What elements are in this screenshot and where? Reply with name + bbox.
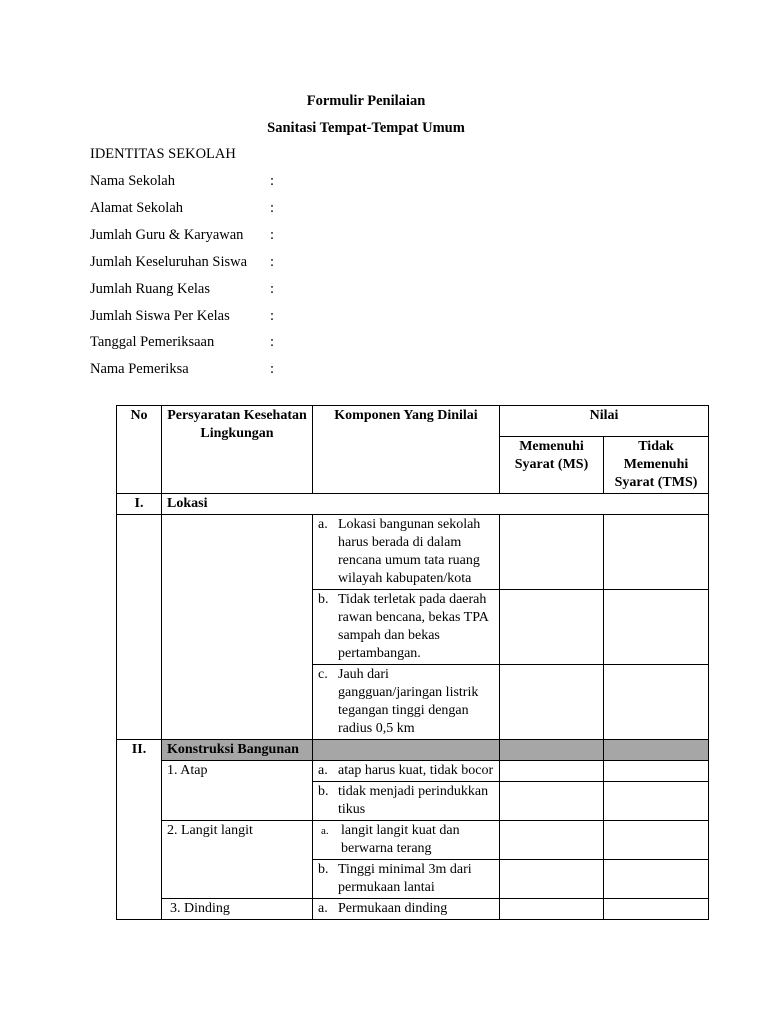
item-text: Tinggi minimal 3m dari permukaan lantai	[338, 862, 472, 895]
ms-cell[interactable]	[500, 860, 604, 899]
ms-cell[interactable]	[500, 899, 604, 920]
field-separator: :	[270, 281, 275, 297]
section-number: II.	[117, 740, 162, 920]
tms-cell[interactable]	[604, 899, 709, 920]
tms-cell[interactable]	[604, 782, 709, 821]
section-heading-identitas: IDENTITAS SEKOLAH	[90, 146, 236, 162]
subsection-label: 1. Atap	[162, 761, 313, 821]
field-tanggal-pemeriksaan	[90, 334, 274, 351]
item-text: Jauh dari gangguan/jaringan listrik tegangan tinggi dengan radius 0,5 km	[338, 667, 479, 736]
item-marker: a.	[318, 763, 328, 778]
field-alamat-sekolah	[90, 200, 274, 217]
shaded-cell	[604, 740, 709, 761]
component-item	[313, 899, 500, 920]
item-text: tidak menjadi perindukkan tikus	[338, 784, 489, 817]
ms-cell[interactable]	[500, 515, 604, 590]
header-no: No	[117, 406, 162, 494]
tms-cell[interactable]	[604, 761, 709, 782]
shaded-cell	[313, 740, 500, 761]
tms-cell[interactable]	[604, 821, 709, 860]
field-jumlah-ruang-kelas	[90, 281, 274, 298]
field-label: Tanggal Pemeriksaan	[90, 334, 215, 350]
field-siswa-per-kelas	[90, 308, 274, 325]
field-separator: :	[270, 254, 275, 270]
component-item	[313, 860, 500, 899]
field-label: Jumlah Ruang Kelas	[90, 281, 211, 297]
field-separator: :	[270, 227, 275, 243]
ms-cell[interactable]	[500, 590, 604, 665]
item-marker: b.	[318, 862, 329, 877]
section-number: I.	[117, 494, 162, 515]
ms-cell[interactable]	[500, 782, 604, 821]
header-score: Nilai	[500, 406, 709, 437]
component-item	[313, 782, 500, 821]
tms-cell[interactable]	[604, 515, 709, 590]
header-ms: Memenuhi Syarat (MS)	[500, 437, 604, 494]
empty-cell	[117, 515, 162, 740]
field-jumlah-siswa	[90, 254, 274, 271]
item-marker: b.	[318, 784, 329, 799]
field-nama-pemeriksa	[90, 361, 274, 378]
field-nama-sekolah	[90, 173, 274, 190]
section-title: Konstruksi Bangunan	[162, 740, 313, 761]
ms-cell[interactable]	[500, 761, 604, 782]
field-separator: :	[270, 334, 275, 350]
header-component: Komponen Yang Dinilai	[313, 406, 500, 494]
field-separator: :	[270, 200, 275, 216]
item-marker: a.	[318, 901, 328, 916]
component-item	[313, 821, 500, 860]
form-subtitle: Sanitasi Tempat-Tempat Umum	[267, 120, 465, 136]
item-text: langit langit kuat dan berwarna terang	[341, 823, 460, 856]
ms-cell[interactable]	[500, 665, 604, 740]
subsection-label: 3. Dinding	[162, 899, 313, 920]
field-jumlah-guru	[90, 227, 274, 244]
field-label: Jumlah Keseluruhan Siswa	[90, 254, 248, 270]
tms-cell[interactable]	[604, 665, 709, 740]
item-marker: a.	[318, 517, 328, 532]
tms-cell[interactable]	[604, 860, 709, 899]
item-text: atap harus kuat, tidak bocor	[338, 763, 494, 778]
tms-cell[interactable]	[604, 590, 709, 665]
header-requirement: Persyaratan Kesehatan Lingkungan	[162, 406, 313, 494]
field-label: Jumlah Guru & Karyawan	[90, 227, 244, 243]
item-text: Tidak terletak pada daerah rawan bencana, bekas TPA sampah dan bekas pertambangan.	[338, 592, 489, 661]
field-separator: :	[270, 308, 275, 324]
item-text: Lokasi bangunan sekolah harus berada di dalam rencana umum tata ruang wilayah kabupaten/kota	[338, 517, 481, 586]
subsection-label: 2. Langit langit	[162, 821, 313, 899]
shaded-cell	[500, 740, 604, 761]
component-item	[313, 590, 500, 665]
empty-cell	[162, 515, 313, 740]
section-title: Lokasi	[162, 494, 709, 515]
assessment-table	[116, 405, 709, 920]
component-item	[313, 665, 500, 740]
field-label: Nama Sekolah	[90, 173, 175, 189]
field-separator: :	[270, 173, 275, 189]
field-label: Jumlah Siswa Per Kelas	[90, 308, 230, 324]
item-marker: b.	[318, 592, 329, 607]
component-item	[313, 761, 500, 782]
form-title: Formulir Penilaian	[306, 93, 426, 109]
item-marker: a.	[321, 825, 329, 837]
item-marker: c.	[318, 667, 328, 682]
header-tms: Tidak Memenuhi Syarat (TMS)	[604, 437, 709, 494]
field-label: Nama Pemeriksa	[90, 361, 189, 377]
component-item	[313, 515, 500, 590]
field-label: Alamat Sekolah	[90, 200, 184, 216]
ms-cell[interactable]	[500, 821, 604, 860]
item-text: Permukaan dinding	[338, 901, 448, 916]
field-separator: :	[270, 361, 275, 377]
